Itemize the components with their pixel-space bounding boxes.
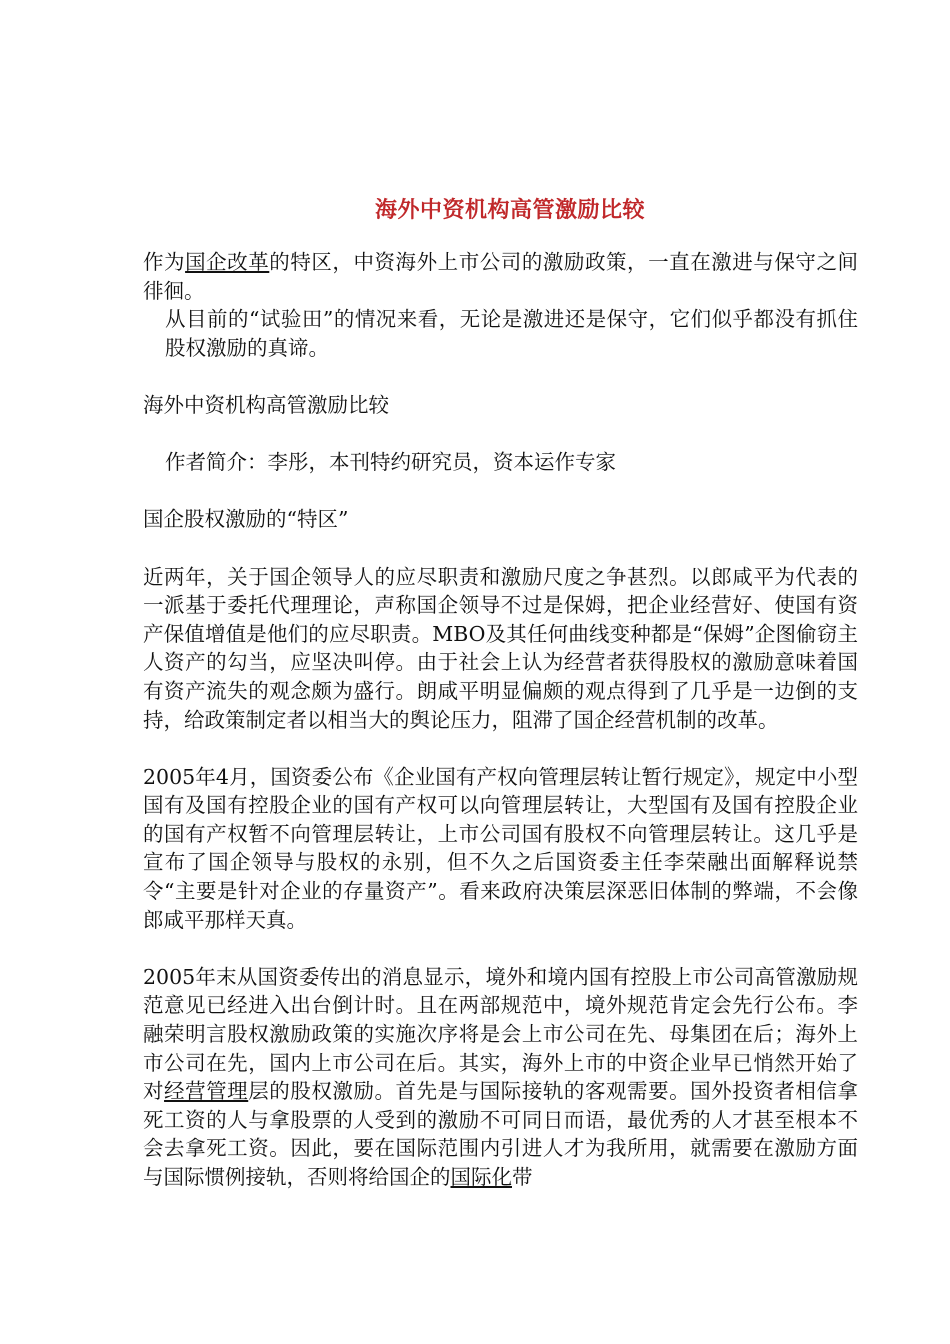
link-state-enterprise-reform[interactable]: 国企改革 bbox=[185, 250, 270, 274]
spacer bbox=[143, 362, 858, 391]
subtitle: 海外中资机构高管激励比较 bbox=[143, 392, 389, 417]
para3-text-a: 2005年末从国资委传出的消息显示，境外和境内国有控股上市公司高管激励规范意见已经进入出台倒计时。且在两部规范中，境外规范肯定会先行公布。李融荣明言股权激励政策的实施次序将是会上市公司在先、母集团在后；海外上市公司在先，国内上市公司在后。其实，海外上市的中资企业早已悄然开始了对 bbox=[143, 964, 858, 1104]
body-paragraph-2: 2005年4月，国资委公布《企业国有产权向管理层转让暂行规定》，规定中小型国有及国有控股企业的国有产权可以向管理层转让，大型国有及国有控股企业的国有产权暂不向管理层转让，上市公司国有股权不向管理层转让。这几乎是宣布了国企领导与股权的永别，但不久之后国资委主任李荣融出面解释说禁令“主要是针对企业的存量资产”。看来政府决策层深恶旧体制的弊端，不会像郎咸平那样天真。 bbox=[143, 764, 858, 932]
spacer bbox=[143, 734, 858, 763]
spacer bbox=[143, 934, 858, 963]
author-intro: 作者简介：李彤，本刊特约研究员，资本运作专家 bbox=[165, 450, 616, 475]
body-paragraph-1: 近两年，关于国企领导人的应尽职责和激励尺度之争甚烈。以郎咸平为代表的一派基于委托代理理论，声称国企领导不过是保姆，把企业经营好、使国有资产保值增值是他们的应尽职责。MBO及其任何曲线变种都是“保姆”企图偷窃主人资产的勾当，应坚决叫停。由于社会上认为经营者获得股权的激励意味着国有资产流失的观念颇为盛行。朗咸平明显偏颇的观点得到了几乎是一边倒的支持，给政策制定者以相当大的舆论压力，阻滞了国企经营机制的改革。 bbox=[143, 564, 858, 732]
document-title: 海外中资机构高管激励比较 bbox=[374, 197, 645, 223]
spacer bbox=[143, 420, 858, 449]
intro-paragraph-2: 从目前的“试验田”的情况来看，无论是激进还是保守，它们似乎都没有抓住股权激励的真谛。 bbox=[165, 307, 858, 360]
intro-text-a: 作为 bbox=[143, 250, 186, 274]
para3-text-c: 带 bbox=[512, 1165, 533, 1189]
spacer bbox=[143, 477, 858, 506]
spacer bbox=[143, 534, 858, 563]
link-operation-management[interactable]: 经营管理 bbox=[164, 1079, 249, 1104]
link-internationalization[interactable]: 国际化 bbox=[450, 1165, 512, 1189]
intro-text-b: 的特区，中资海外上市公司的激励政策，一直在激进与保守之间徘徊。 bbox=[143, 250, 859, 303]
document-body bbox=[143, 248, 858, 1192]
intro-paragraph-1 bbox=[143, 248, 858, 305]
section-heading: 国企股权激励的“特区” bbox=[143, 507, 349, 532]
para3-text-b: 层的股权激励。首先是与国际接轨的客观需要。国外投资者相信拿死工资的人与拿股票的人受到的激励不可同日而语，最优秀的人才甚至根本不会去拿死工资。因此，要在国际范围内引进人才为我所用，就需要在激励方面与国际惯例接轨，否则将给国企的 bbox=[143, 1079, 859, 1189]
body-paragraph-3 bbox=[143, 963, 858, 1192]
